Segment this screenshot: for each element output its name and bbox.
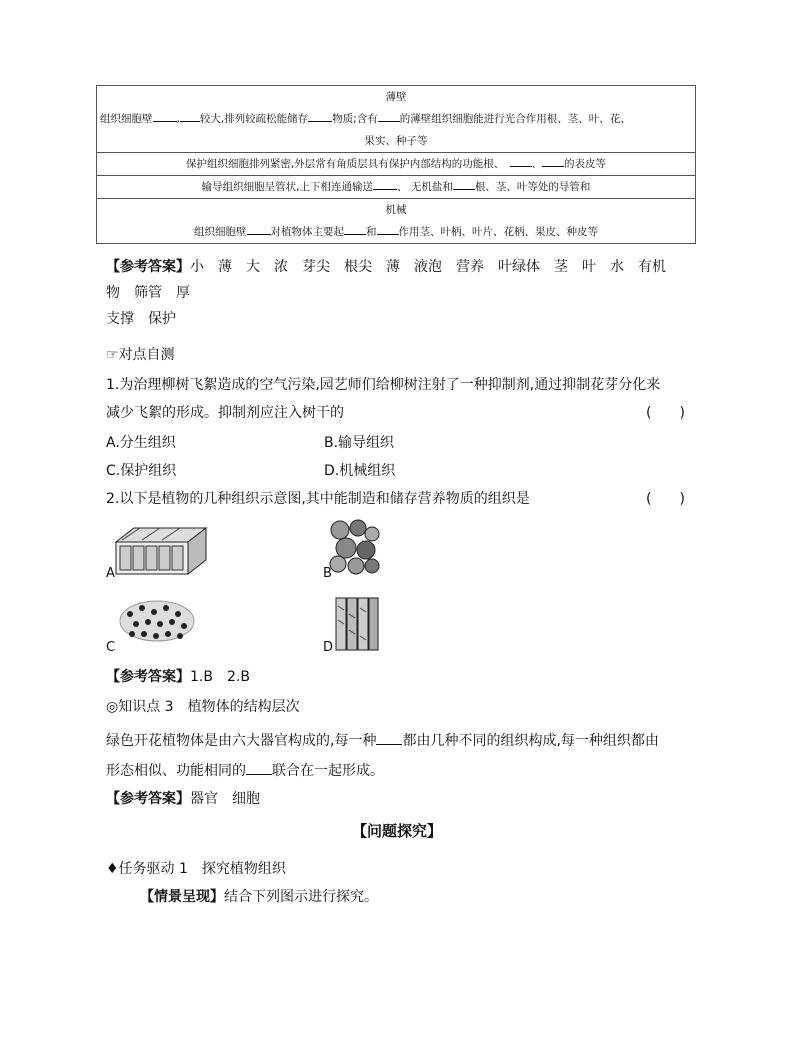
answer-block-3 xyxy=(106,786,260,812)
q2-paren: ( ) xyxy=(646,491,685,507)
q1-option-d[interactable]: D.机械组织 xyxy=(324,463,396,479)
blank xyxy=(376,729,402,745)
text-part: 和 xyxy=(366,226,377,238)
blank xyxy=(453,176,475,190)
task1-title: ♦任务驱动 1 探究植物组织 xyxy=(106,861,286,877)
row-title: 薄壁 xyxy=(385,91,407,103)
q1-line2: 减少飞絮的形成。抑制剂应注入树干的 xyxy=(106,405,344,421)
blank xyxy=(247,221,271,235)
answer-text: 1.B 2.B xyxy=(190,669,250,685)
blank xyxy=(344,221,366,235)
figure-label-d: D xyxy=(323,640,334,655)
q1-option-c[interactable]: C.保护组织 xyxy=(106,463,177,479)
blank xyxy=(378,108,400,122)
text-part: 较大,排列较疏松能储存 xyxy=(199,113,309,125)
q1-line1: 1.为治理柳树飞絮造成的空气污染,园艺师们给柳树注射了一种抑制剂,通过抑制花芽分化来 xyxy=(106,377,661,393)
tissue-table xyxy=(96,85,696,244)
text-part: 组织细胞壁 xyxy=(100,113,153,125)
tissue-figure-d xyxy=(334,596,380,652)
blank xyxy=(373,176,397,190)
text-part: 形态相似、功能相同的 xyxy=(106,763,246,779)
text-part: 联合在一起形成。 xyxy=(272,763,384,779)
text-part: 的薄壁组织细胞能进行光合作用根、茎、叶、花、 xyxy=(399,113,631,125)
q1-paren: ( ) xyxy=(646,405,685,421)
table-row-parenchyma xyxy=(97,86,695,153)
row-text xyxy=(97,176,695,198)
table-row-protective xyxy=(97,153,695,176)
answer-label: 【参考答案】 xyxy=(106,669,190,685)
blank xyxy=(542,153,564,167)
kp3-title: ◎知识点 3 植物体的结构层次 xyxy=(106,699,300,715)
answer-text-2: 物 筛管 厚 xyxy=(106,285,190,301)
text-part: 物质;含有 xyxy=(332,113,378,125)
answer-label: 【参考答案】 xyxy=(106,259,190,275)
tissue-figure-a xyxy=(112,524,208,576)
figure-label-c: C xyxy=(106,640,116,655)
text-part: 都由几种不同的组织构成,每一种组织都由 xyxy=(402,733,659,749)
answer-block-1 xyxy=(106,254,696,332)
tissue-figure-c xyxy=(118,598,196,644)
blank xyxy=(246,759,272,775)
answer-label: 【参考答案】 xyxy=(106,791,190,807)
row-text xyxy=(97,221,695,243)
row-text xyxy=(97,153,695,175)
blank xyxy=(308,108,332,122)
row-text xyxy=(97,108,695,130)
text-part: 作用茎、叶柄、叶片、花柄、果皮、种皮等 xyxy=(398,226,598,238)
table-row-conducting xyxy=(97,176,695,199)
text-part: 保护组织细胞排列紧密,外层常有角质层具有保护内部结构的功能根、 xyxy=(185,158,500,170)
blank xyxy=(510,153,532,167)
q1-option-a[interactable]: A.分生组织 xyxy=(106,435,176,451)
scenario-label: 【情景呈现】 xyxy=(140,889,224,905)
row-title: 机械 xyxy=(385,204,407,216)
kp3-line1 xyxy=(106,728,659,754)
q2-line: 2.以下是植物的几种组织示意图,其中能制造和储存营养物质的组织是 xyxy=(106,491,530,507)
text-part: 输导组织细胞呈管状,上下相连通输送 xyxy=(201,181,373,193)
text-part: 组织细胞壁 xyxy=(194,226,247,238)
q1-option-b[interactable]: B.输导组织 xyxy=(324,435,395,451)
answer-block-2 xyxy=(106,664,250,690)
tissue-figure-b xyxy=(328,518,380,576)
scenario-text: 结合下列图示进行探究。 xyxy=(224,889,378,905)
selftest-title: ☞对点自测 xyxy=(106,347,175,363)
section-heading: 【问题探究】 xyxy=(351,822,442,840)
text-part: 对植物体主要起 xyxy=(270,226,344,238)
text-part: 的表皮等 xyxy=(564,158,607,170)
blank xyxy=(153,108,177,122)
task1-scenario xyxy=(140,884,378,910)
text-part: 、 xyxy=(531,158,543,170)
kp3-line2 xyxy=(106,758,384,784)
answer-text-3: 支撑 保护 xyxy=(106,311,176,327)
text-part: 、 无机盐和 xyxy=(397,181,453,193)
text-part: , xyxy=(176,113,180,125)
figure-label-b: B xyxy=(323,566,332,581)
text-part: 绿色开花植物体是由六大器官构成的,每一种 xyxy=(106,733,377,749)
text-part: 根、茎、叶等处的导管和 xyxy=(474,181,591,193)
answer-text: 小 薄 大 浓 芽尖 根尖 薄 液泡 营养 叶绿体 茎 叶 水 有机 xyxy=(190,259,666,275)
blank xyxy=(180,108,200,122)
figure-label-a: A xyxy=(106,566,115,581)
blank xyxy=(377,221,399,235)
answer-text: 器官 细胞 xyxy=(190,791,260,807)
table-row-mechanical xyxy=(97,199,695,243)
row-text-2: 果实、种子等 xyxy=(364,135,428,147)
